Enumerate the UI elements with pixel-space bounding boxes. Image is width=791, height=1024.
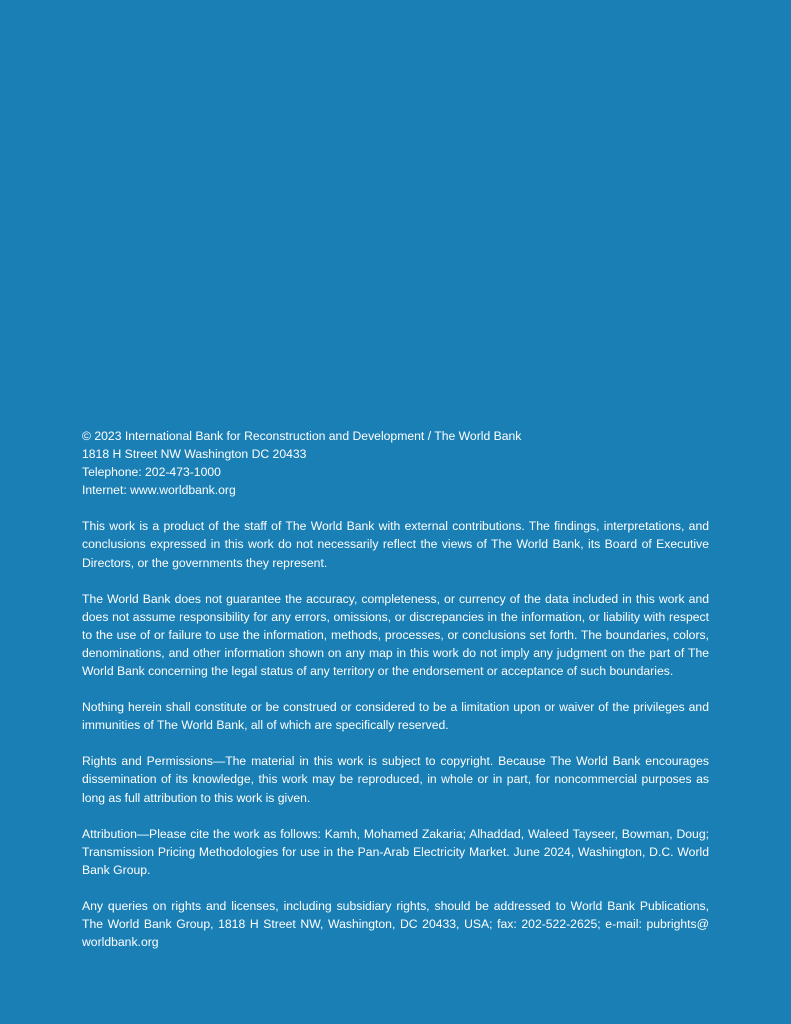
immunities-paragraph: Nothing herein shall constitute or be construed or considered to be a limitation upon or waiver of the privileges and immunities of The World Bank, all of which are specifically reserved. bbox=[82, 700, 709, 733]
copyright-notice bbox=[82, 427, 709, 951]
no-guarantee-paragraph: The World Bank does not guarantee the accuracy, completeness, or currency of the data included in this work and does not assume responsibility for any errors, omissions, or discrepancies in the information, or liability with respect to the use of or failure to use the information, methods, processes, or conclusions set forth. The boundaries, colors, denominations, and other information shown on any map in this work do not imply any judgment on the part of The World Bank concerning the legal status of any territory or the endorsement or acceptance of such boundaries. bbox=[82, 591, 709, 679]
street-address: 1818 H Street NW Washington DC 20433 bbox=[82, 447, 307, 462]
attribution-paragraph: Attribution—Please cite the work as follows: Kamh, Mohamed Zakaria; Alhaddad, Waleed Tayseer, Bowman, Doug; Transmission Pricing Methodologies for use in the Pan-Arab Electricity Market. June 2024, Washington, D.C. World Bank Group. bbox=[82, 826, 709, 877]
publisher-address-block bbox=[82, 427, 709, 499]
rights-permissions-paragraph: Rights and Permissions—The material in this work is subject to copyright. Because The World Bank encourages dissemination of its knowledge, this work may be reproduced, in whole or in part, for noncommercial purposes as long as full attribution to this work is given. bbox=[82, 754, 709, 805]
staff-work-paragraph: This work is a product of the staff of The World Bank with external contributions. The findings, interpretations, and conclusions expressed in this work do not necessarily reflect the views of The World Bank, its Board of Executive Directors, or the governments they represent. bbox=[82, 519, 709, 570]
queries-paragraph: Any queries on rights and licenses, including subsidiary rights, should be addressed to World Bank Publications, The World Bank Group, 1818 H Street NW, Washington, DC 20433, USA; fax: 202-522-2625; e-mail: pubrights@ worldbank.org bbox=[82, 898, 709, 950]
internet-line: Internet: www.worldbank.org bbox=[82, 483, 236, 498]
telephone-line: Telephone: 202-473-1000 bbox=[82, 465, 221, 480]
copyright-line: © 2023 International Bank for Reconstruction and Development / The World Bank bbox=[82, 429, 522, 443]
